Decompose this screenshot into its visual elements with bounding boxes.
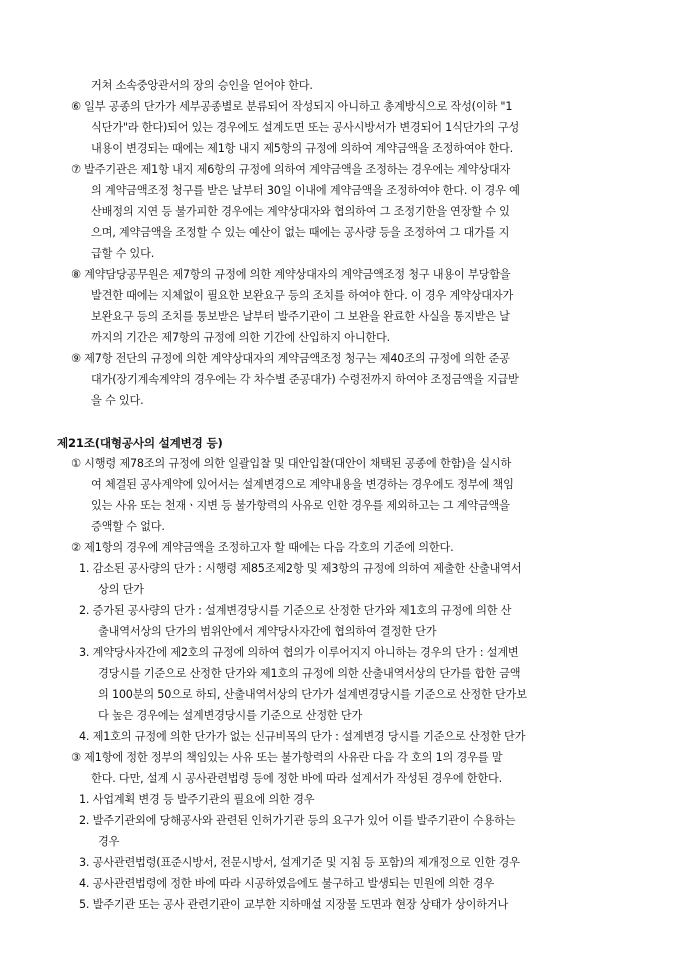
- list-item-4: 4. 제1호의 규정에 의한 단가가 없는 신규비목의 단가 : 설계변경 당시를 기준으로 산정한 단가: [79, 730, 526, 743]
- text-line: 보완요구 등의 조치를 통보받은 날부터 발주기관이 그 보완을 완료한 사실을 통지받은 날: [91, 310, 510, 323]
- list-item-3: 3. 공사관련법령(표준시방서, 전문시방서, 설계기준 및 지침 등 포함)의 제개정으로 인한 경우: [79, 856, 520, 869]
- list-item-5: 5. 발주기관 또는 공사 관련기관이 교부한 지하매설 지장물 도면과 현장 상태가 상이하거나: [79, 898, 509, 911]
- text-line: 한다. 다만, 설계 시 공사관련법령 등에 정한 바에 따라 설계서가 작성된 경우에 한한다.: [91, 772, 502, 785]
- text-line: 내용이 변경되는 때에는 제1항 내지 제5항의 규정에 의하여 계약금액을 조정하여야 한다.: [91, 142, 514, 155]
- paragraph-8: ⑧ 계약담당공무원은 제7항의 규정에 의한 계약상대자의 계약금액조정 청구 내용이 부당함을: [71, 268, 511, 281]
- text-line: 식단가"라 한다)되어 있는 경우에도 설계도면 또는 공사시방서가 변경되어 1식단가의 구성: [91, 121, 520, 134]
- list-item-1: 1. 감소된 공사량의 단가 : 시행령 제85조제2항 및 제3항의 규정에 의하여 제출한 산출내역서: [79, 562, 522, 575]
- text-line: 의 100분의 50으로 하되, 산출내역서상의 단가가 설계변경당시를 기준으로 산정한 단가보: [98, 688, 527, 701]
- list-item-2: 2. 증가된 공사량의 단가 : 설계변경당시를 기준으로 산정한 단가와 제1호의 규정에 의한 산: [79, 604, 512, 617]
- paragraph-1: ① 시행령 제78조의 규정에 의한 일괄입찰 및 대안입찰(대안이 채택된 공종에 한함)을 실시하: [71, 457, 512, 470]
- text-line: 으며, 계약금액을 조정할 수 있는 예산이 없는 때에는 공사량 등을 조정하여 그 대가를 지: [91, 226, 510, 239]
- list-item-2: 2. 발주기관외에 당해공사와 관련된 인허가기관 등의 요구가 있어 이를 발주기관이 수용하는: [79, 814, 516, 827]
- text-line: 발견한 때에는 지체없이 필요한 보완요구 등의 조치를 하여야 한다. 이 경우 계약상대자가: [91, 289, 514, 302]
- text-line: 의 계약금액조정 청구를 받은 날부터 30일 이내에 계약금액을 조정하여야 한다. 이 경우 예: [91, 184, 520, 197]
- text-line: 거쳐 소속중앙관서의 장의 승인을 얻어야 한다.: [91, 79, 313, 92]
- paragraph-7: ⑦ 발주기관은 제1항 내지 제6항의 규정에 의하여 계약금액을 조정하는 경우에는 계약상대자: [71, 163, 511, 176]
- text-line: 산배정의 지연 등 불가피한 경우에는 계약상대자와 협의하여 그 조정기한을 연장할 수 있: [91, 205, 510, 218]
- text-line: 경당시를 기준으로 산정한 단가와 제1호의 규정에 의한 산출내역서상의 단가를 합한 금액: [98, 667, 521, 680]
- list-item-3: 3. 계약당사자간에 제2호의 규정에 의하여 협의가 이루어지지 아니하는 경우의 단가 : 설계변: [79, 646, 519, 659]
- list-item-1: 1. 사업계획 변경 등 발주기관의 필요에 의한 경우: [79, 793, 315, 806]
- text-line: 있는 사유 또는 천재ㆍ지변 등 불가항력의 사유로 인한 경우를 제외하고는 그 계약금액을: [91, 499, 510, 512]
- text-line: 대가(장기계속계약의 경우에는 각 차수별 준공대가) 수령전까지 하여야 조정금액을 지급받: [91, 373, 519, 386]
- article-21-heading: 제21조(대형공사의 설계변경 등): [57, 436, 223, 450]
- text-line: 여 체결된 공사계약에 있어서는 설계변경으로 계약내용을 변경하는 경우에도 정부에 책임: [91, 478, 514, 491]
- list-item-4: 4. 공사관련법령에 정한 바에 따라 시공하였음에도 불구하고 발생되는 민원에 의한 경우: [79, 877, 495, 890]
- text-line: 급할 수 있다.: [91, 247, 155, 260]
- paragraph-2: ② 제1항의 경우에 계약금액을 조정하고자 할 때에는 다음 각호의 기준에 의한다.: [71, 541, 454, 554]
- text-line: 증액할 수 없다.: [91, 520, 165, 533]
- text-line: 출내역서상의 단가의 범위안에서 계약당사자간에 협의하여 결정한 단가: [98, 625, 437, 638]
- text-line: 을 수 있다.: [91, 394, 144, 407]
- text-line: 다 높은 경우에는 설계변경당시를 기준으로 산정한 단가: [98, 709, 363, 722]
- text-line: 까지의 기간은 제7항의 규정에 의한 기간에 산입하지 아니한다.: [91, 331, 390, 344]
- paragraph-9: ⑨ 제7항 전단의 규정에 의한 계약상대자의 계약금액조정 청구는 제40조의 규정에 의한 준공: [71, 352, 510, 365]
- text-line: 상의 단가: [98, 583, 144, 596]
- text-line: 경우: [98, 835, 120, 848]
- paragraph-6: ⑥ 일부 공종의 단가가 세부공종별로 분류되어 작성되지 아니하고 총계방식으로 작성(이하 "1: [71, 100, 513, 113]
- paragraph-3: ③ 제1항에 정한 정부의 책임있는 사유 또는 불가항력의 사유란 다음 각 호의 1의 경우를 말: [71, 751, 503, 764]
